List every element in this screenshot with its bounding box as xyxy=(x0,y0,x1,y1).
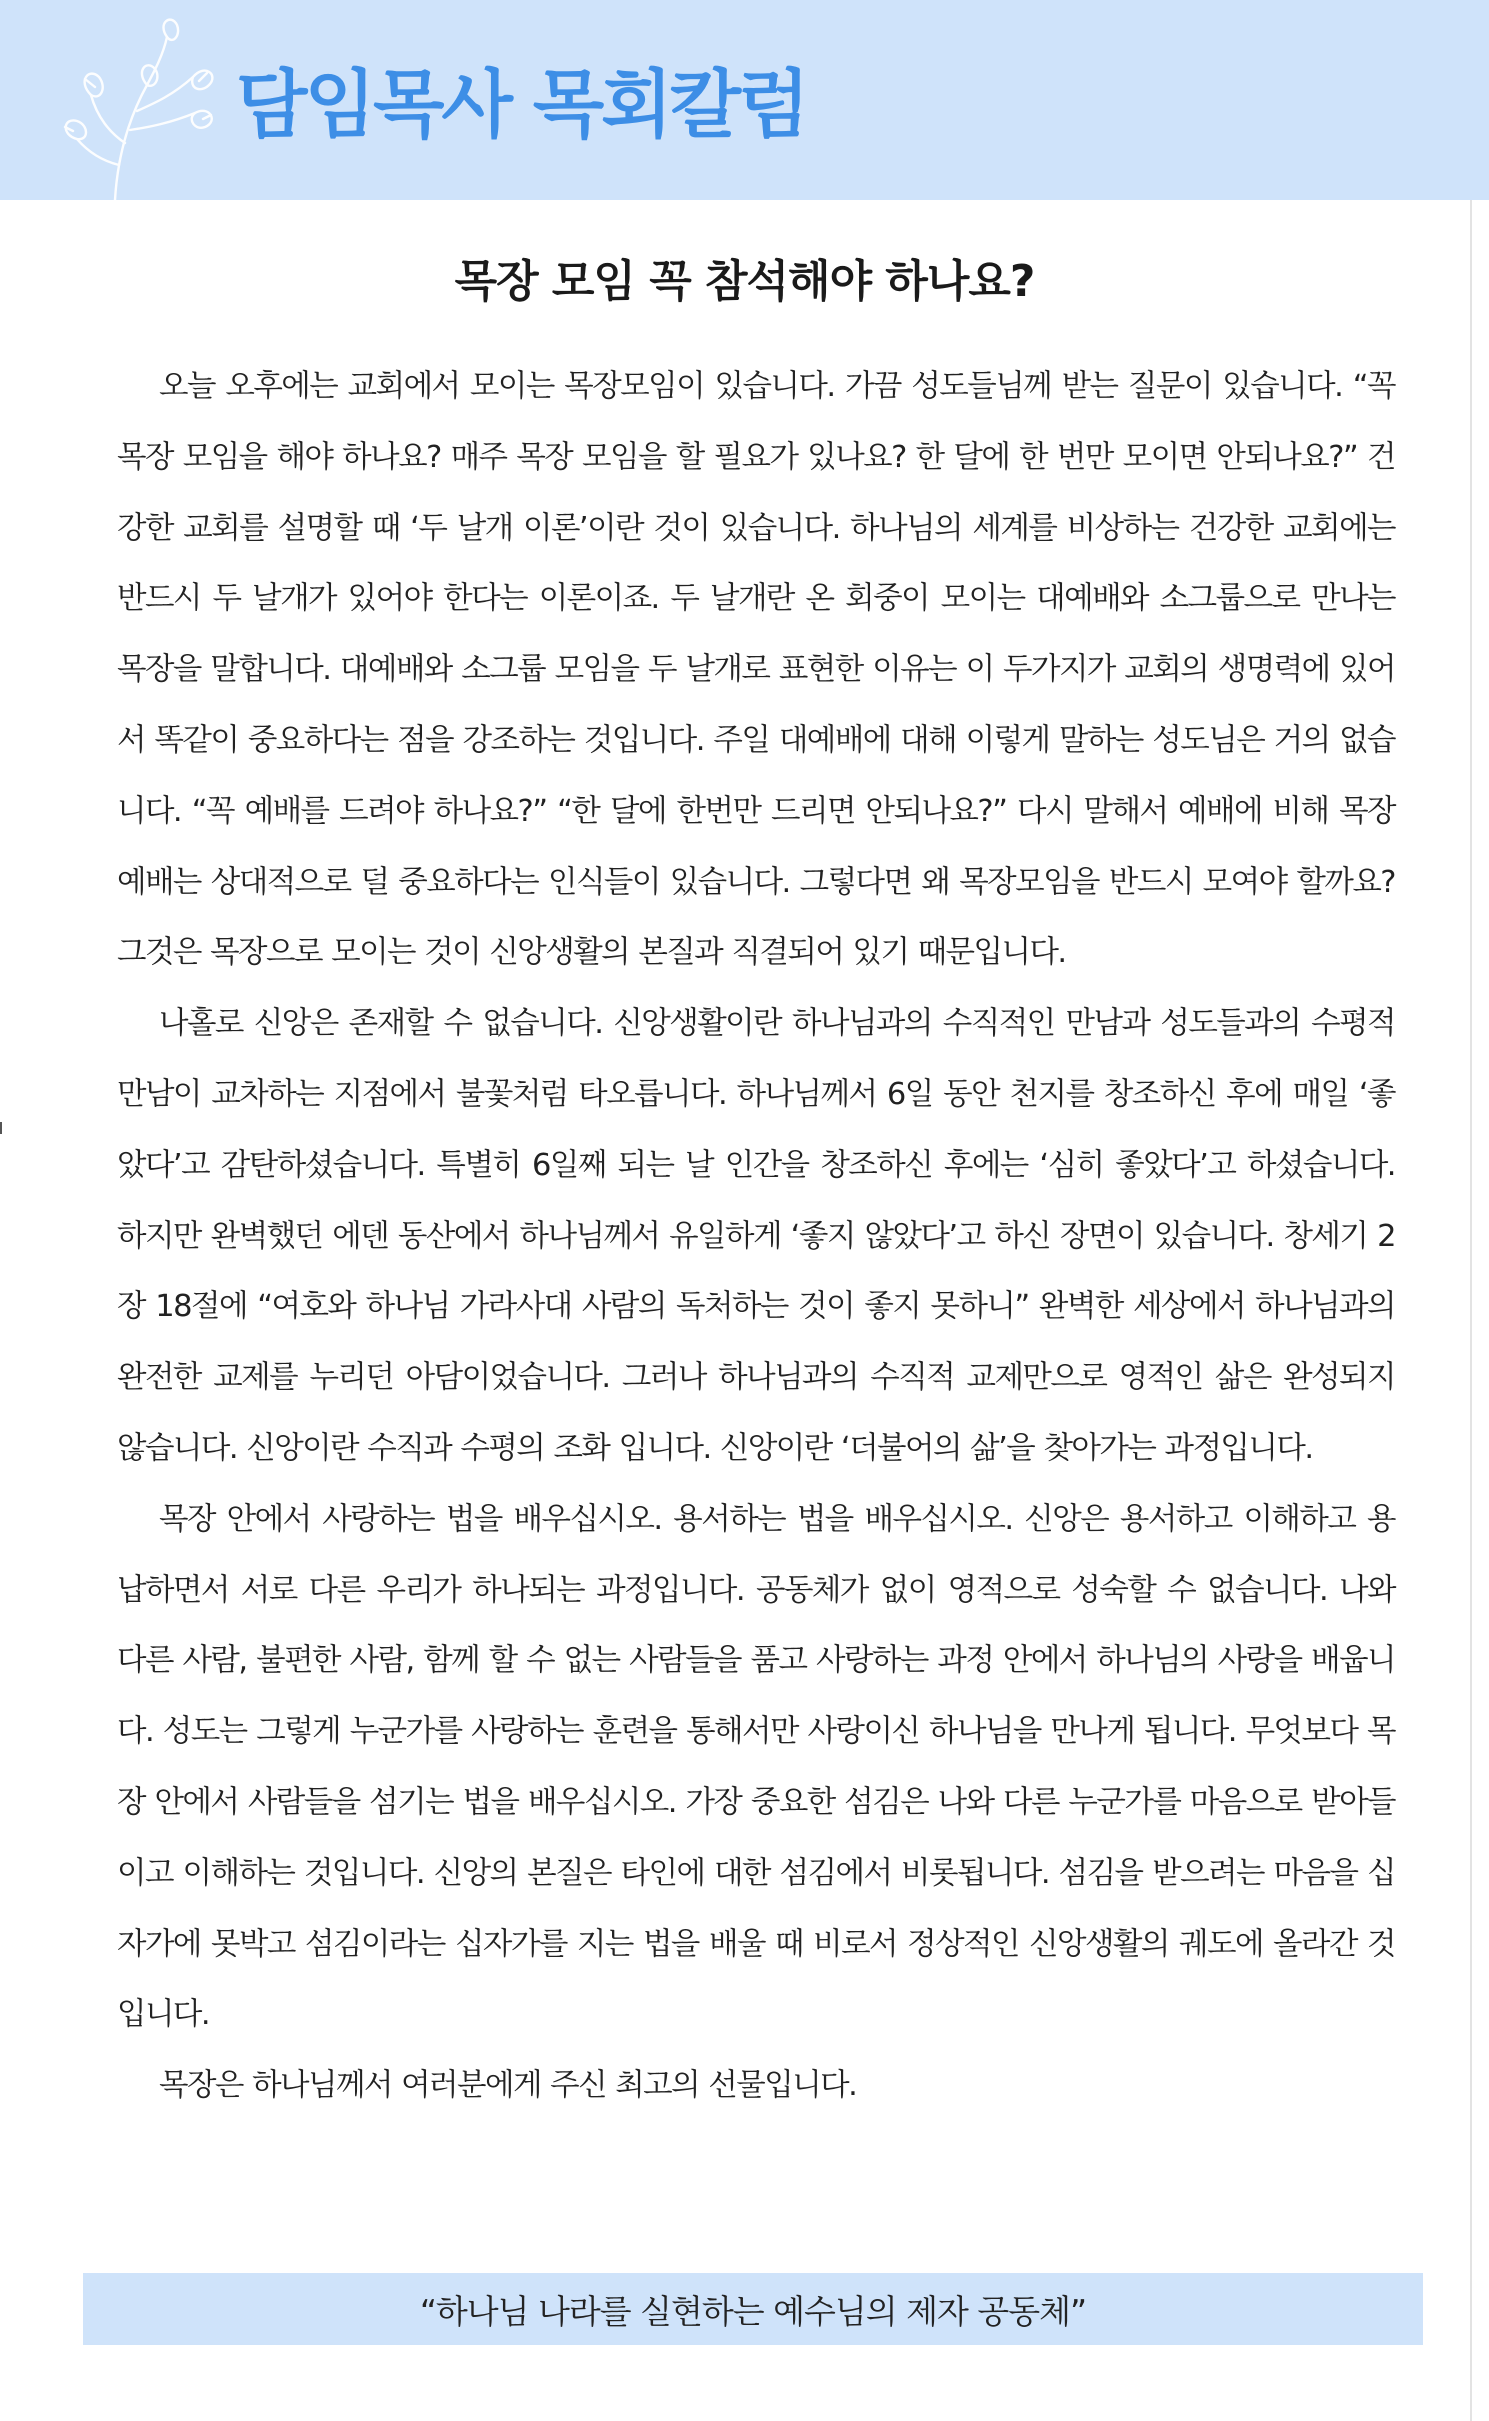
article-body xyxy=(117,352,1395,2122)
section-title: 담임목사 목회칼럼 xyxy=(236,62,807,148)
article-paragraph: 목장은 하나님께서 여러분에게 주신 최고의 선물입니다. xyxy=(159,2068,857,2104)
motto-banner xyxy=(83,2273,1423,2345)
church-motto: “하나님 나라를 실현하는 예수님의 제자 공동체” xyxy=(419,2291,1087,2331)
right-border-rule xyxy=(1470,200,1472,2421)
edge-tick-mark xyxy=(0,1122,2,1134)
column-header xyxy=(0,0,1489,200)
leaf-branch-icon xyxy=(55,15,215,200)
article-paragraph: 나홀로 신앙은 존재할 수 없습니다. 신앙생활이란 하나님과의 수직적인 만남과 성도들과의 수평적 만남이 교차하는 지점에서 불꽃처럼 타오릅니다. 하나님께서 6일 동안 천지를 창조하신 후에 매일 ‘좋았다’고 감탄하셨습니다. 특별히 6일째 되는 날 인간을 창조하신 후에는 ‘심히 좋았다’고 하셨습니다. 하지만 완벽했던 에덴 동산에서 하나님께서 유일하게 ‘좋지 않았다’고 하신 장면이 있습니다. 창세기 2장 18절에 “여호와 하나님 가라사대 사람의 독처하는 것이 좋지 못하니” 완벽한 세상에서 하나님과의 완전한 교제를 누리던 아담이었습니다. 그러나 하나님과의 수직적 교제만으로 영적인 삶은 완성되지 않습니다. 신앙이란 수직과 수평의 조화 입니다. 신앙이란 ‘더불어의 삶’을 찾아가는 과정입니다. xyxy=(117,1006,1395,1466)
article-title: 목장 모임 꼭 참석해야 하나요? xyxy=(454,256,1035,307)
article-paragraph: 오늘 오후에는 교회에서 모이는 목장모임이 있습니다. 가끔 성도들님께 받는 질문이 있습니다. “꼭 목장 모임을 해야 하나요? 매주 목장 모임을 할 필요가 있나요? 한 달에 한 번만 모이면 안되나요?” 건강한 교회를 설명할 때 ‘두 날개 이론’이란 것이 있습니다. 하나님의 세계를 비상하는 건강한 교회에는 반드시 두 날개가 있어야 한다는 이론이죠. 두 날개란 온 회중이 모이는 대예배와 소그룹으로 만나는 목장을 말합니다. 대예배와 소그룹 모임을 두 날개로 표현한 이유는 이 두가지가 교회의 생명력에 있어서 똑같이 중요하다는 점을 강조하는 것입니다. 주일 대예배에 대해 이렇게 말하는 성도님은 거의 없습니다. “꼭 예배를 드려야 하나요?” “한 달에 한번만 드리면 안되나요?” 다시 말해서 예배에 비해 목장예배는 상대적으로 덜 중요하다는 인식들이 있습니다. 그렇다면 왜 목장모임을 반드시 모여야 할까요? 그것은 목장으로 모이는 것이 신앙생활의 본질과 직결되어 있기 때문입니다. xyxy=(117,369,1395,971)
article-paragraph: 목장 안에서 사랑하는 법을 배우십시오. 용서하는 법을 배우십시오. 신앙은 용서하고 이해하고 용납하면서 서로 다른 우리가 하나되는 과정입니다. 공동체가 없이 영적으로 성숙할 수 없습니다. 나와 다른 사람, 불편한 사람, 함께 할 수 없는 사람들을 품고 사랑하는 과정 안에서 하나님의 사랑을 배웁니다. 성도는 그렇게 누군가를 사랑하는 훈련을 통해서만 사랑이신 하나님을 만나게 됩니다. 무엇보다 목장 안에서 사람들을 섬기는 법을 배우십시오. 가장 중요한 섬김은 나와 다른 누군가를 마음으로 받아들이고 이해하는 것입니다. 신앙의 본질은 타인에 대한 섬김에서 비롯됩니다. 섬김을 받으려는 마음을 십자가에 못박고 섬김이라는 십자가를 지는 법을 배울 때 비로서 정상적인 신앙생활의 궤도에 올라간 것입니다. xyxy=(117,1501,1395,2033)
